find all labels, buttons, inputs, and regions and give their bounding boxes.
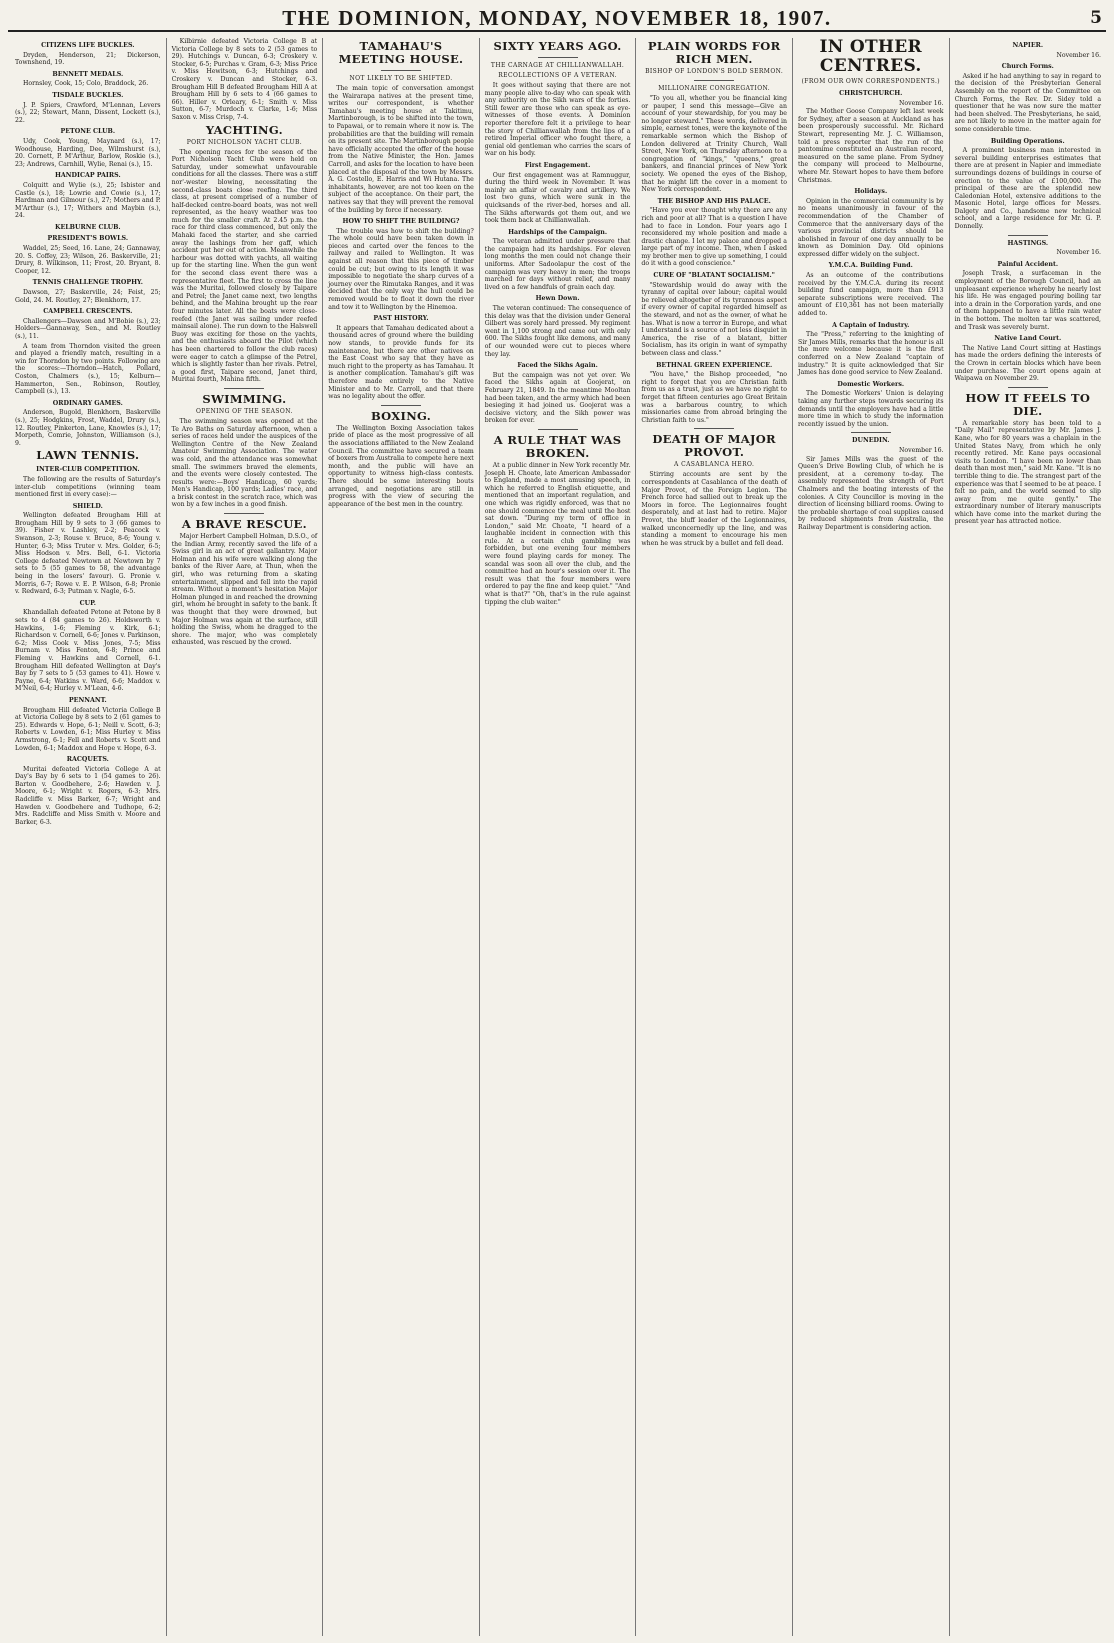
paragraph: The trouble was how to shift the building? The whole could have been taken down in pieces and carted over the fences to the railway and railed to Wellington. It was against all reason that this piece of timber could be cut; but owing to its length it was impossible to negotiate the sharp curves of a journey over the Rimutaka Ranges, and it was decided that the only way the hull could be removed would be to float it down the river and tow it to Wellington by the Hinemoa. <box>328 227 474 311</box>
paragraph: Udy, Cook, Young, Maynard (s.), 17; Woodhouse, Harding, Dee, Wilmshurst (s.), 20. Cornett, P. M'Arthur, Barlow, Roskie (s.), 23; Andrews, Carnhill, Wylie, Renai (s.), 15. <box>15 137 161 168</box>
paragraph: Joseph Trask, a surfaceman in the employment of the Borough Council, had an unpleasant experience whereby he nearly lost his life. He was engaged pouring boiling tar into a drain in the Corporation yards, and one of them happened to have a little rain water in the bottom. The molten tar was scattered, and Trask was severely burnt. <box>954 270 1102 331</box>
subheading: Hewn Down. <box>535 295 580 303</box>
heading: CITIZENS LIFE BUCKLES. <box>41 42 135 49</box>
subheading: Church Forms. <box>1001 63 1054 71</box>
subheading: Faced the Sikhs Again. <box>517 362 598 370</box>
column-6 <box>793 38 950 1636</box>
column-1 <box>10 38 167 1636</box>
city-heading: CHRISTCHURCH. <box>839 90 903 97</box>
paragraph: At a public dinner in New York recently Mr. Joseph H. Choate, late American Ambassador to England, made a most amusing speech, in which he referred to English etiquette, and mentioned that an important regulation, and one which was rigidly enforced, was that no one should commence the meal until the host sat down. "During my term of office in London," said Mr. Choate, "I heard of a laughable incident in connection with this rule. At a certain club gambling was forbidden, but one evening four members were found playing cards for money. The scandal was soon all over the club, and the committee had an hour's session over it. The result was that the four members were ordered to pay the fine and keep quiet." "And what is that?" "Oh, that's in the rule against tipping the club waiter." <box>484 461 631 606</box>
subheading: NOT LIKELY TO BE SHIFTED. <box>349 75 453 82</box>
article-title: HOW IT FEELS TO DIE. <box>965 390 1091 418</box>
heading: RACQUETS. <box>66 756 109 764</box>
newspaper-title: THE DOMINION, MONDAY, NOVEMBER 18, 1907. <box>282 6 832 30</box>
paragraph: The Domestic Workers' Union is delaying taking any further steps towards securing its demands until the employers have had a little more time in which to study the information recently issued by the union. <box>797 390 944 428</box>
subheading: PORT NICHOLSON YACHT CLUB. <box>186 138 303 146</box>
city-heading: DUNEDIN. <box>852 437 890 445</box>
paragraph: The "Press," referring to the knighting of Sir James Mills, remarks that the honour is all the more welcome because it is the first conferred on a New Zealand "captain of industry." It is quite acknowledged that Sir James has done good service to New Zealand. <box>797 331 944 377</box>
masthead-rule <box>8 30 1106 32</box>
paragraph: A prominent business man interested in several building enterprises estimates that there are at present in Napier and immediate surroundings dozens of buildings in course of erection to the value of £100,000. The principal of these are the splendid new Caledonian Hotel, extensive additions to the Masonic Hotel, large offices for Messrs. Dalgety and Co., handsome new technical school, and a large residence for Mr. G. P. Donnelly. <box>954 147 1102 231</box>
heading: BENNETT MEDALS. <box>52 70 124 78</box>
paragraph: Waddel, 25; Seed, 16. Lane, 24; Gannaway, 20. S. Coffey, 23; Wilson, 26. Baskerville, 21; Drury, 8. Wilkinson, 11; Frost, 20. Bryant, 8. Cooper, 12. <box>15 245 161 275</box>
heading: PETONE CLUB. <box>60 128 116 136</box>
subheading: Y.M.C.A. Building Fund. <box>828 262 913 270</box>
paragraph: The Wellington Boxing Association takes pride of place as the most progressive of all the associations affiliated to the New Zealand Council. The committee have secured a team of boxers from Australia to compete here next month, and the public will have an opportunity to witness high-class contests. There should be some interesting bouts arranged, and negotiations are still in progress with the view of securing the appearance of the best men in the country. <box>328 424 474 508</box>
column-7 <box>950 38 1106 1636</box>
column-4 <box>480 38 637 1636</box>
subheading: A Captain of Industry. <box>832 321 910 329</box>
divider <box>224 388 264 389</box>
subheading: CURE OF "BLATANT SOCIALISM." <box>653 272 775 280</box>
divider <box>1008 387 1048 388</box>
paragraph: As an outcome of the contributions received by the Y.M.C.A. during its recent building fund campaign, more than £913 separate subscriptions were received. The amount of £10,361 has not been materially added to. <box>797 272 944 318</box>
heading: KELBURNE CLUB. <box>54 223 121 231</box>
section-title: IN OTHER CENTRES. <box>819 38 922 76</box>
article-title: A RULE THAT WAS BROKEN. <box>493 432 622 460</box>
subheading: Building Operations. <box>990 137 1065 145</box>
article-title: DEATH OF MAJOR PROVOT. <box>652 432 776 460</box>
subheading: First Engagement. <box>524 161 591 169</box>
paragraph: Major Herbert Campbell Holman, D.S.O., of the Indian Army, recently saved the life of a Swiss girl in an act of great gallantry. Major Holman and his wife were walking along the banks of the River Aare, at Thun, when the girl, who was returning from a skating entertainment, slipped and fell into the rapid stream. Without a moment's hesitation Major Holman plunged in and reached the drowning girl, whom he brought in safety to the bank. It was thought that they were drowned, but Major Holman was again at the surface, still holding the Swiss, whom he dragged to the shore. The major, who was completely exhausted, was rescued by the crowd. <box>171 533 318 647</box>
subheading: Hardships of the Campaign. <box>508 228 608 236</box>
paragraph: Stirring accounts are sent by the correspondents at Casablanca of the death of Major Provot, of the Foreign Legion. The French force had sallied out to break up the Moors in force. The Legionnaires fought desperately, and at last had to retire. Major Provot, the bluff leader of the Legionnaires, walked unconcernedly up the line, and was standing a moment to encourage his men when he was struck by a bullet and fell dead. <box>641 471 787 547</box>
divider <box>694 80 734 81</box>
paragraph: The opening races for the season of the Port Nicholson Yacht Club were held on Saturday, under somewhat unfavourable conditions for all the classes. There was a stiff nor'-wester blowing, necessitating the second-class boats close reefing. The third class, at present comprised of a number of half-decked centre-board boats, was not well represented, as the heavy weather was too much for the smaller craft. At 2.45 p.m. the race for third class commenced, but only the Mahaki faced the starter, and she carried away the lashings from her gaff, which accident put her out of action. Meanwhile the harbour was dotted with yachts, all waiting up for the starting line. When the gun went for the second class event there was a representative fleet. The first to cross the line was the Muritai, followed closely by Taipare and Petrel; the Janet came next, two lengths behind, and the Mahina brought up the rear four minutes later. All the boats were close-reefed (the Janet was sailing under reefed mainsail alone). The run down to the Halswell Buoy was exciting for those on the yachts, and the enthusiasts aboard the Pilot (which has been chartered to follow the club races) were eager to catch a glimpse of the Petrel, which is slightly faster than her rivals. Petrel, a good first, Taipare second, Janet third, Muritai fourth, Mahina fifth. <box>171 148 318 384</box>
divider <box>1008 235 1048 236</box>
dateline: November 16. <box>899 446 944 454</box>
paragraph: Sir James Mills was the guest of the Queen's Drive Bowling Club, of which he is president, at a ceremony to-day. The assembly represented the strength of Port Chalmers and the boating interests of the colonies. A City Councillor is moving in the direction of licensing billiard rooms. Owing to the probable shortage of coal supplies caused by reduced shipments from Australia, the Railway Department is considering action. <box>797 455 944 531</box>
heading: CAMPBELL CRESCENTS. <box>43 308 133 316</box>
paragraph: Dryden, Henderson, 21; Dickerson, Townshend, 19. <box>15 51 161 67</box>
newspaper-columns <box>10 38 1106 1636</box>
heading: HANDICAP PAIRS. <box>54 172 121 180</box>
column-3 <box>323 38 480 1636</box>
subheading: OPENING OF THE SEASON. <box>195 407 293 415</box>
article-title: SIXTY YEARS AGO. <box>493 39 622 53</box>
page-number: 5 <box>1090 8 1102 28</box>
divider <box>381 405 421 406</box>
paragraph: Muritai defeated Victoria College A at Day's Bay by 6 sets to 1 (54 games to 26). Barton v. Goodbehere, 2-6; Hawden v. J. Moore, 6-1; Wright v. Rogers, 6-3; Mrs. Radcliffe v. Miss Barker, 6-7; Wright and Hawden v. Goodbehere and Tudhope, 6-2; Mrs. Radcliffe and Miss Smith v. Moore and Barker, 6-3. <box>15 765 161 826</box>
article-title: PLAIN WORDS FOR RICH MEN. <box>647 39 781 66</box>
column-5 <box>636 38 793 1636</box>
heading: SHIELD. <box>72 502 103 510</box>
paragraph: Challengers—Dawson and M'Bobie (s.), 23; Holders—Gannaway, Sen., and M. Routley (s.), 11. <box>15 317 161 340</box>
paragraph: A team from Thorndon visited the green and played a friendly match, resulting in a win for Thorndon by two points. Following are the scores:—Thorndon—Hatch, Pollard, Coston, Chalmers (s.), 15; Kelburn—Hammerton, Sen., Robinson, Routley, Campbell (s.), 13. <box>15 342 161 396</box>
subheading: PRESIDENT'S BOWLS. <box>47 235 129 243</box>
paragraph: "You have," the Bishop proceeded, "no right to forget that you are Christian faith from us as a trust, just as we have no right to forget that fifteen centuries ago Great Britain was a barbarous country, to which missionaries came from abroad bringing the Christian faith to us." <box>641 371 787 424</box>
heading: TENNIS CHALLENGE TROPHY. <box>32 279 143 287</box>
column-2 <box>167 38 324 1636</box>
divider <box>224 513 264 514</box>
subheading: BETHNAL GREEN EXPERIENCE. <box>656 361 773 369</box>
paragraph: A remarkable story has been told to a "Daily Mail" representative by Mr. James J. Kane, who for 80 years was a chaplain in the United States Navy, from which he only recently retired. Mr. Kane pays occasional visits to London. "I have been no lower than death than most men," said Mr. Kane. "It is no terrible thing to die. The strangest part of the experience was that I seemed to be at peace. I felt no pain, and the world seemed to slip away from me quite gently." The extraordinary number of literary manuscripts which have come into the market during the present year has attracted notice. <box>954 419 1102 526</box>
subheading: RECOLLECTIONS OF A VETERAN. <box>498 72 617 79</box>
subheading: Holidays. <box>854 188 888 196</box>
city-heading: HASTINGS. <box>1007 239 1049 247</box>
paragraph: Colquitt and Wylie (s.), 25; Isbister and Castle (s.), 18; Lowrie and Cowie (s.), 17; Hardman and Gilmour (s.), 27; Mothers and P. M'Arthur (s.), 17; Withers and Maybin (s.), 24. <box>15 181 161 220</box>
paragraph: Khandallah defeated Petone at Petone by 8 sets to 4 (84 games to 26). Holdsworth v. Hawkins, 1-6; Fleming v. Kirk, 6-1; Richardson v. Cornell, 6-6; Jones v. Parkinson, 6-2; Miss Cook v. Miss Jones, 7-5; Miss Burnam v. Miss Fenton, 6-8; Prince and Fleming v. Hawkins and Cornell, 6-1. Brougham Hill defeated Wellington at Day's Bay by 7 sets to 5 (53 games to 41). Howe v. Payne, 6-4; Watkins v. Ward, 6-6; Maddox v. M'Neil, 6-4; Hurley v. M'Lean, 4-6. <box>15 609 161 693</box>
section-title: SWIMMING. <box>202 391 287 406</box>
paragraph: "Stewardship would do away with the tyranny of capital over labour; capital would be relieved altogether of its tyrannous aspect if every owner of capital regarded himself as the steward, and not as the owner, of what he has. What is now a terror in Europe, and what I understand is a source of not less disquiet in America, the rise of a blatant, bitter Socialism, has its origin in want of sympathy between class and class." <box>641 281 787 357</box>
paragraph: It goes without saying that there are not many people alive to-day who can speak with any authority on the Sikh wars of the forties. Still fewer are those who can speak as eye-witnesses of those events. A Dominion reporter therefore felt it a privilege to hear the story of Chillianwallah from the lips of a retired Imperial officer who fought there, a genial old gentleman who carries the scars of war on his body. <box>484 82 631 158</box>
subheading: Domestic Workers. <box>837 380 905 388</box>
city-heading: NAPIER. <box>1012 42 1044 49</box>
divider <box>381 70 421 71</box>
subheading: INTER-CLUB COMPETITION. <box>36 466 140 474</box>
dateline: November 16. <box>899 99 944 107</box>
paragraph: "To you all, whether you be financial king or pauper, I send this message—Give an account of your stewardship, for you may be no longer steward." These words, delivered in simple, earnest tones, were the keynote of the remarkable sermon which the Bishop of London delivered at Trinity Church, Wall Street, New York, on Thursday afternoon to a congregation of "kings," "queens," great bankers, and financial princes of New York society. We opened the eyes of the Bishop, that he might lift the cover in a moment to New York correspondent. <box>641 95 787 194</box>
heading: CUP. <box>79 599 96 607</box>
divider <box>694 428 734 429</box>
subheading: Painful Accident. <box>997 260 1059 268</box>
dateline: November 16. <box>1056 51 1102 59</box>
subheading: Native Land Court. <box>994 335 1062 343</box>
paragraph: Opinion in the commercial community is by no means unanimously in favour of the recommendation of the Chamber of Commerce that the anniversary days of the various provincial districts should be abolished in favour of one day annually to be known as Dominion Day. Old opinions expressed differ widely on the subject. <box>797 197 944 258</box>
paragraph: Asked if he had anything to say in regard to the decision of the Presbyterian General Assembly on the report of the Committee on Church Forms, the Rev. Dr. Sidey told a questioner that he was now sure the matter had been shelved. The Presbyterians, he said, are not likely to move in the matter again for some considerable time. <box>954 72 1102 133</box>
paragraph: But the campaign was not yet over. We faced the Sikhs again at Goojerat, on February 21, 1849. In the meantime Mooltan had been taken, and the army which had been besieging it had joined us. Goojerat was a decisive victory, and the Sikh power was broken for ever. <box>484 371 631 425</box>
paragraph: The Mother Goose Company left last week for Sydney, after a season at Auckland as has been prosperously successful. Mr. Richard Stewart, representing Mr. J. C. Williamson, told a press reporter that the run of the pantomime constituted an Australian record, measured on the same plane. From Sydney the company will proceed to Melbourne, where Mr. Stewart hopes to have them before Christmas. <box>797 108 944 184</box>
heading: ORDINARY GAMES. <box>52 399 123 407</box>
subheading: MILLIONAIRE CONGREGATION. <box>658 85 771 92</box>
paragraph: Wellington defeated Brougham Hill at Brougham Hill by 9 sets to 3 (66 games to 39). Fisher v. Lashley, 2-2; Peacock v. Swanson, 2-3; Rouse v. Bruce, 8-6; Young v. Hunter, 6-3; Miss Truter v. Mrs. Golder, 6-5; Miss Hodson v. Mrs. Bell, 6-1. Victoria College defeated Newtown at Newtown by 7 sets to 5 (55 games to 58, the advantage being in the losers' favour). G. Pronie v. Morris, 6-7; Rowe v. E. P. Wilson, 6-8; Pronie v. Redward, 6-3; Putman v. Nagle, 6-5. <box>15 512 161 596</box>
heading: TISDALE BUCKLES. <box>52 91 124 99</box>
subheading: BISHOP OF LONDON'S BOLD SERMON. <box>645 68 784 75</box>
subheading: THE CARNAGE AT CHILLIANWALLAH. <box>490 62 625 69</box>
paragraph: The veteran admitted under pressure that the campaign had its hardships. For eleven long months the men could not change their uniforms. After Sadoolapur the cost of the campaign was very heavy in men; the troops marched for days without relief, and many lived on a few handfuls of grain each day. <box>484 238 631 291</box>
paragraph: "Have you ever thought why there are any rich and poor at all? That is a question I have had to face in London. Four years ago I reconsidered my whole position and made a drastic change. I let my palace and dropped a large part of my income. Then, when I asked my brother men to give up something, I could do it with a good conscience." <box>641 207 787 268</box>
subheading: HOW TO SHIFT THE BUILDING? <box>342 218 460 226</box>
heading: PENNANT. <box>68 696 107 704</box>
paragraph: The main topic of conversation amongst the Wairarapa natives at the present time, writes our correspondent, is whether Tamahau's meeting house at Takitimu, Martinborough, is to be shifted into the town, to Papawai, or to remain where it now is. The probabilities are that the building will remain on its present site. The Martinborough people have officially accepted the offer of the house from the Native Minister, the Hon. James Carroll, and asks for the location to have been placed at the disposal of the town by Messrs. A. G. Costello, E. Harris and Wi Hutana. The inhabitants, however, are not too keen on the subject of the acceptance. On their part, the natives say that they will prevent the removal of the building by force if necessary. <box>328 85 474 214</box>
paragraph: Brougham Hill defeated Victoria College B at Victoria College by 8 sets to 2 (61 games to 25). Edwards v. Hope, 6-1; Neill v. Scott, 6-3; Roberts v. Lowden, 6-1; Miss Hurley v. Miss Armstrong, 6-1; Fell and Roberts v. Scott and Lowden, 6-1; Maddox and Hope v. Hope, 6-3. <box>15 706 161 752</box>
paragraph: The veteran continued: The consequence of this delay was that the division under General Gilbert was sorely hard pressed. My regiment went in 1,100 strong and came out with only 600. The Sikhs fought like demons, and many of our wounded were cut to pieces where they lay. <box>484 305 631 358</box>
paragraph: Dawson, 27; Baskerville, 24; Feist, 25; Gold, 24. M. Routley, 27; Blenkhorn, 17. <box>15 289 161 304</box>
paragraph: The swimming season was opened at the Te Aro Baths on Saturday afternoon, when a series of races held under the auspices of the Wellington Centre of the New Zealand Amateur Swimming Association. The water was cold, and the attendance was somewhat small. The swimmers braved the elements, and the events were closely contested. The results were:—Boys' Handicap, 60 yards; Men's Handicap, 100 yards; Ladies' race, and a brisk contest in the scratch race, which was won by a few inches in a good finish. <box>171 417 318 509</box>
subheading: A CASABLANCA HERO. <box>674 461 755 469</box>
divider <box>538 57 578 58</box>
paragraph: Hornsley, Cook, 15; Colo, Braddock, 26. <box>23 80 149 88</box>
paragraph: The Native Land Court sitting at Hastings has made the orders defining the interests of the Crown in certain blocks which have been under purchase. The court opens again at Waipawa on November 29. <box>954 344 1102 383</box>
paragraph: Kilbirnie defeated Victoria College B at Victoria College by 8 sets to 2 (53 games to 29). Hutchings v. Duncan, 6-3; Croskery v. Stocker, 6-5; Purchas v. Gram, 6-3; Miss Price v. Miss Hewitson, 6-3; Hutchings and Croskery v. Duncan and Stocker, 6-3. Brougham Hill B defeated Brougham Hill A at Brougham Hill by 6 sets to 4 (66 games to 66). Hiller v. Orleary, 6-1; Smith v. Miss Sutton, 6-7; Murdoch v. Clarke, 1-6; Miss Saxon v. Miss Crisp, 7-4. <box>171 38 318 121</box>
dateline: November 16. <box>1056 249 1102 257</box>
masthead <box>8 6 1106 30</box>
divider <box>851 432 891 433</box>
subheading: PAST HISTORY. <box>373 315 429 323</box>
subheading: (FROM OUR OWN CORRESPONDENTS.) <box>801 78 940 85</box>
divider <box>538 429 578 430</box>
section-title: BOXING. <box>370 408 432 423</box>
subheading: THE BISHOP AND HIS PALACE. <box>657 197 771 205</box>
paragraph: The following are the results of Saturday's inter-club competitions (winning team mentioned first in every case):— <box>15 475 161 499</box>
section-title: A BRAVE RESCUE. <box>181 517 307 532</box>
paragraph: Anderson, Bugold, Blenkhorn, Baskerville (s.), 25; Hodgkins, Frost, Waddel, Drury (s.), 12. Routley, Pinkerton, Lane, Knowles (s.), 17; Morpeth, Comrie, Johnston, Williamson (s.), 9. <box>15 409 161 447</box>
paragraph: J. P. Spiers, Crawford, M'Lennan, Levers (s.), 22; Stewart, Mann, Dissent, Lockett (s.), 22. <box>15 101 161 124</box>
paragraph: Our first engagement was at Ramnuggur, during the third week in November. It was mainly an affair of cavalry and artillery. We lost two guns, which were sunk in the quicksands of the river-bed, horses and all. The Sikhs afterwards got them out, and we took them back at Chillianwallah. <box>484 171 631 225</box>
section-title: LAWN TENNIS. <box>36 448 140 463</box>
section-title: YACHTING. <box>205 122 283 137</box>
article-title: TAMAHAU'S MEETING HOUSE. <box>338 39 464 66</box>
paragraph: It appears that Tamahau dedicated about a thousand acres of ground where the building now stands, to provide funds for its maintenance, but there are other natives on the East Coast who say that they have as much right to the property as has Tamahau. It is another complication. Tamahau's gift was therefore made entirely to the Native Minister and to Mr. Carroll, and that there was no legality about the offer. <box>328 324 474 401</box>
